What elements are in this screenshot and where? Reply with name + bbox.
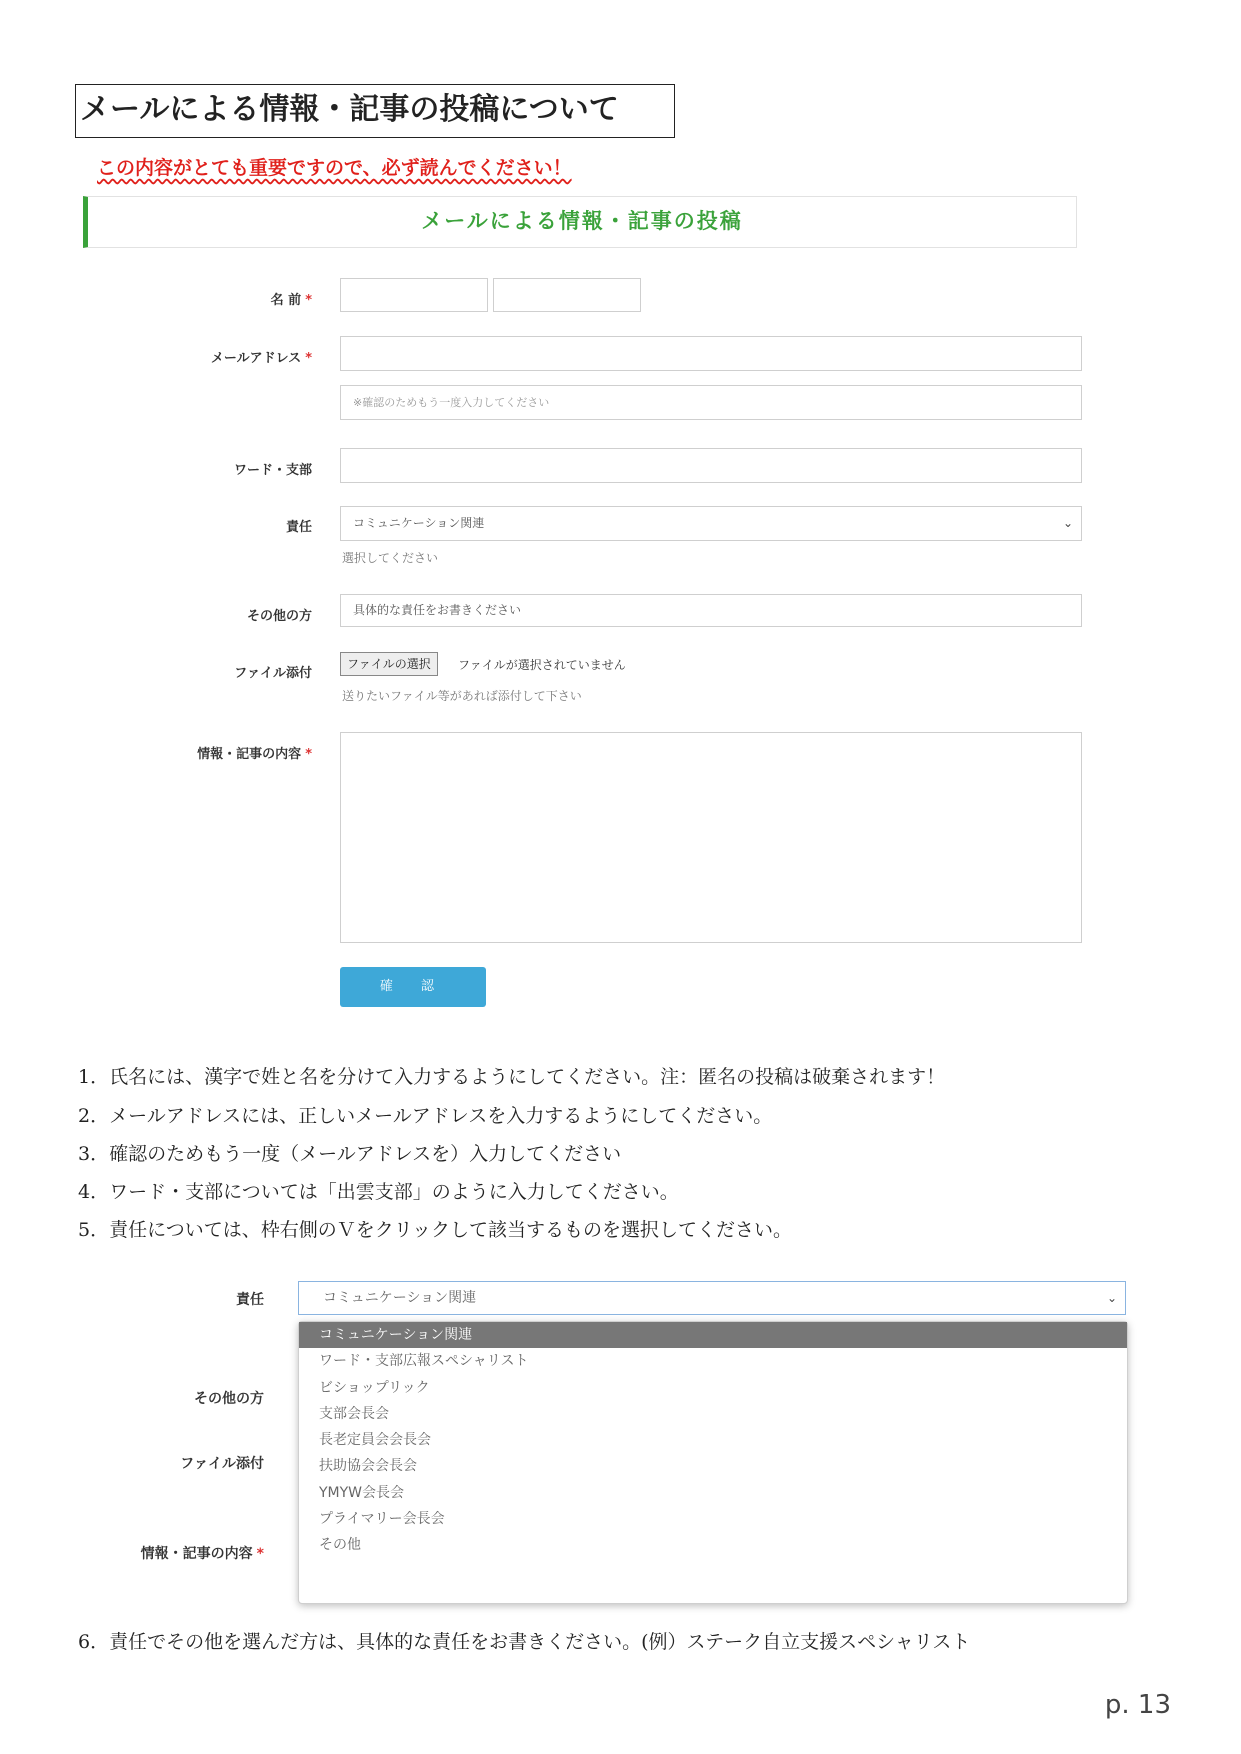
instruction-4: 4．ワード・支部については「出雲支部」のように入力してください。 [78, 1181, 679, 1203]
calling-option[interactable]: ワード・支部広報スペシャリスト [319, 1353, 529, 1370]
calling-option[interactable]: コミュニケーション関連 [299, 1322, 1127, 1348]
warning-note: この内容がとても重要ですので、必ず読んでください！ [97, 157, 572, 179]
email-label: メールアドレス * [210, 351, 312, 366]
calling-options-list [298, 1321, 1128, 1604]
email-confirm-input[interactable]: ※確認のためもう一度入力してください [340, 385, 1082, 420]
content-label: 情報・記事の内容 * [197, 747, 312, 762]
name-label: 名 前 * [270, 293, 312, 308]
file-status: ファイルが選択されていません [458, 658, 626, 672]
confirm-button[interactable]: 確 認 [340, 967, 486, 1007]
calling-label: 責任 [285, 520, 312, 535]
calling-option[interactable]: 扶助協会会長会 [319, 1458, 417, 1475]
email-input[interactable] [340, 336, 1082, 371]
first-name-input[interactable] [493, 278, 641, 312]
calling-option[interactable]: YMYW会長会 [319, 1484, 405, 1501]
instruction-1: 1．氏名には、漢字で姓と名を分けて入力するようにしてください。注：匿名の投稿は破棄されます！ [78, 1066, 946, 1088]
page-number: p. 13 [1104, 1690, 1171, 1720]
calling-select[interactable] [340, 506, 1082, 541]
dd-calling-label: 責任 [236, 1292, 264, 1308]
instruction-3: 3．確認のためもう一度（メールアドレスを）入力してください [78, 1143, 622, 1165]
ward-label: ワード・支部 [233, 463, 312, 478]
calling-option[interactable]: その他 [319, 1537, 361, 1554]
last-name-input[interactable] [340, 278, 488, 312]
other-label: その他の方 [246, 609, 312, 624]
file-select-button[interactable]: ファイルの選択 [340, 652, 438, 676]
dd-content-label: 情報・記事の内容 * [140, 1546, 264, 1562]
chevron-down-icon: ⌄ [1106, 1291, 1117, 1305]
instruction-2: 2．メールアドレスには、正しいメールアドレスを入力するようにしてください。 [78, 1105, 773, 1127]
instruction-6: 6．責任でその他を選んだ方は、具体的な責任をお書きください。(例）ステーク自立支援スペシャリスト [78, 1631, 971, 1653]
dd-calling-select-value: コミュニケーション関連 [323, 1290, 477, 1306]
calling-option[interactable]: 支部会長会 [319, 1405, 389, 1422]
calling-option[interactable]: プライマリー会長会 [319, 1511, 445, 1528]
calling-option[interactable]: 長老定員会会長会 [319, 1432, 431, 1449]
content-textarea[interactable] [340, 732, 1082, 943]
file-label: ファイル添付 [234, 666, 312, 681]
calling-option[interactable]: ビショップリック [319, 1379, 430, 1396]
page-title: メールによる情報・記事の投稿について [75, 84, 675, 138]
form-header: メールによる情報・記事の投稿 [83, 196, 1077, 248]
instruction-5: 5．責任については、枠右側のＶをクリックして該当するものを選択してください。 [78, 1219, 792, 1241]
file-hint: 送りたいファイル等があれば添付して下さい [342, 689, 582, 703]
ward-input[interactable] [340, 448, 1082, 483]
dd-other-label: その他の方 [194, 1391, 264, 1407]
dd-file-label: ファイル添付 [180, 1456, 264, 1472]
calling-hint: 選択してください [342, 551, 439, 565]
other-calling-input[interactable]: 具体的な責任をお書きください [340, 594, 1082, 627]
dd-calling-select[interactable] [298, 1281, 1126, 1315]
chevron-down-icon: ⌄ [1062, 516, 1073, 530]
calling-select-value: コミュニケーション関連 [353, 516, 485, 530]
